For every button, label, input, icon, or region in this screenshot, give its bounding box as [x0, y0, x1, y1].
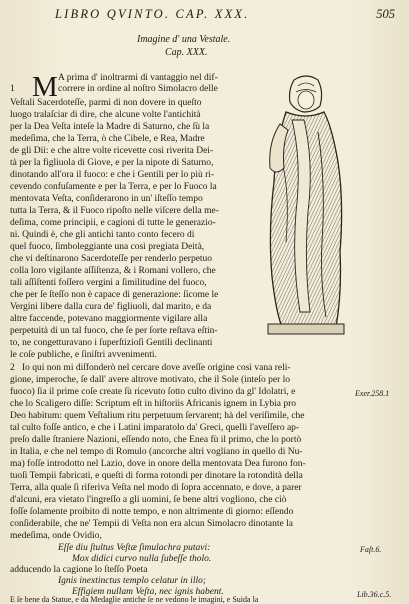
text-line: tà per la figliuola di Giove, e per la nipote di Saturno, — [10, 158, 214, 168]
verse-line: Mox didici curvo nulla ſubeſſe tholo. — [72, 554, 212, 564]
verse-line: Ignis inextinctus templo celatur in illo; — [58, 576, 207, 586]
text-line: medeſima, onde Ovidio, — [10, 531, 102, 541]
text-line: altre faccende, potevano maggiormente vigilare alla — [10, 314, 208, 324]
paragraph-number-2: 2 — [10, 363, 15, 373]
text-line: dinotando all'ora il fuoco: e che i Gentili per lo più ri- — [10, 170, 215, 180]
margin-note: Faſt.6. — [360, 545, 382, 554]
text-line: Terra, alla quale ſi riferiva Veſta nel modo di ſopra accennato, e dove, a parer — [10, 483, 302, 493]
text-line: d'alcuni, era vietato l'ingreſſo a gli uomini, ſe bene altri vogliono, che ciò — [10, 495, 287, 505]
text-line: le coſe publiche, e ſiniſtri avvenimenti. — [10, 350, 157, 360]
text-line: to, ne congetturavano i ſuperſtizioſi Gentili declinanti — [10, 338, 213, 348]
text-line: tal culto foſſe antico, e che i Latini imparatolo da' Greci, quelli l'aveſſero ap- — [10, 423, 300, 433]
caption-title: Imagine d' una Vestale. — [137, 34, 231, 45]
text-line: che per ſe ſteſſo non è capace di generazione: ſicome le — [10, 290, 219, 300]
text-line: ni. Quindi è, che gli antichi tanto conto fecero di — [10, 230, 195, 240]
text-line: perpetuità di un tal fuoco, che ſe per ſorte reſtava eſtin- — [10, 326, 218, 336]
text-line: fuoco) ſia il prime coſe create ſù ricevuto ſotto culto divino da gl' Idolatri, e — [10, 387, 296, 397]
text-line: Veſtali Sacerdoteſſe, parmi di non dovere in queſto — [10, 98, 202, 108]
text-line: cevendo confuſamente e per la Terra, e per lo Fuoco la — [10, 182, 217, 192]
verse-line: Effigiem nullam Veſta, nec ignis habent. — [72, 587, 224, 597]
text-line: luogo tralaſciar di dire, che alcune volte l'antichità — [10, 110, 201, 120]
text-line: quel fuoco, ſimboleggiante una così pregiata Deità, — [10, 242, 205, 252]
verse-line: Eſſe diu ſtultus Veſtæ ſimulachra putavi: — [58, 543, 211, 553]
margin-note: Lib.36.c.5. — [357, 590, 392, 599]
text-line: colla loro vigilante aſſiſtenza, & i Romani vollero, che — [10, 266, 216, 276]
margin-note: Exer.258.1 — [355, 389, 390, 398]
text-line: tuoſi Tempii fabricati, e queſti di forma rotondi per dinotare la rotondità della — [10, 471, 303, 481]
caption-chapter: Cap. XXX. — [165, 47, 208, 58]
text-line: foſſe ſolamente proibito di notte tempo, e non altrimente di giorno: eſſendo — [10, 507, 294, 517]
text-line: Vergini libere dalla cura de' figliuoli, dal marito, e da — [10, 302, 212, 312]
text-line: ma) foſſe introdotto nel Lazio, dove in onore della mentovata Dea furono fon- — [10, 459, 306, 469]
drop-cap: M — [32, 71, 58, 103]
text-line: tali aſſiſtenti foſſero vergini a ſimilitudine del fuoco, — [10, 278, 207, 288]
text-line: A prima d' inoltrarmi di vantaggio nel dif- — [58, 73, 218, 83]
page-number: 505 — [376, 7, 395, 21]
text-line: preſo dalle ſtraniere Nazioni, eſſendo noto, che Enea fù il primo, che lo portò — [10, 435, 302, 445]
text-line: tutta la Terra, & il Fuoco ripoſto nelle viſcere della me- — [10, 206, 219, 216]
text-line: adducendo la cagione lo ſteſſo Poeta — [10, 565, 148, 575]
text-line: correre in ordine al noſtro Simolacro delle — [58, 84, 218, 94]
text-line: in Italia, e che nel tempo di Romulo (ancorche altri vogliano in quello di Nu- — [10, 447, 303, 457]
text-line: che vi deſtinarono Sacerdoteſſe per renderlo perpetuo — [10, 254, 213, 264]
running-title: LIBRO QVINTO. CAP. XXX. — [55, 7, 250, 21]
text-line: de gli Dii: e che altre volte ricevette così riverita Dei- — [10, 146, 214, 156]
running-header — [55, 7, 399, 23]
text-line: Deo habitum: quem Veſtalium ritu perpetuum ſervarent; hà del veriſimile, che — [10, 411, 305, 421]
text-line: conſiderabile, che ne' Tempii di Veſta non era alcun Simolacro dinotante la — [10, 519, 293, 529]
text-line: mentovata Veſta, conſiderarono in un' iſteſſo tempo — [10, 194, 203, 204]
text-line: deſima, come principii, e cagioni di tutte le generazio- — [10, 218, 216, 228]
text-line: gione, imperoche, ſe dall' avere altrove motivato, che il Sole (inteſo per lo — [10, 375, 291, 385]
vestal-statue-illustration — [246, 72, 366, 337]
text-line: che lo Scaligero diſſe: Scriptum eſt in hiſtoriis Africanis ignem in Lybia pro — [10, 399, 297, 409]
text-line-closing: E ſe bene da Statue, e da Medaglie antiche ſe ne vedono le imagini, e Suida la — [10, 596, 259, 604]
text-line: medeſima, che la Terra, ò che Cibele, e Rea, Madre — [10, 134, 205, 144]
paragraph-number-1: 1 — [10, 84, 15, 94]
text-line: per la Dea Veſta inteſe la Madre di Saturno, che ſù la — [10, 122, 210, 132]
text-line: Io qui non mi diſfonderò nel cercare dove aveſſe origine così vana reli- — [22, 363, 291, 373]
